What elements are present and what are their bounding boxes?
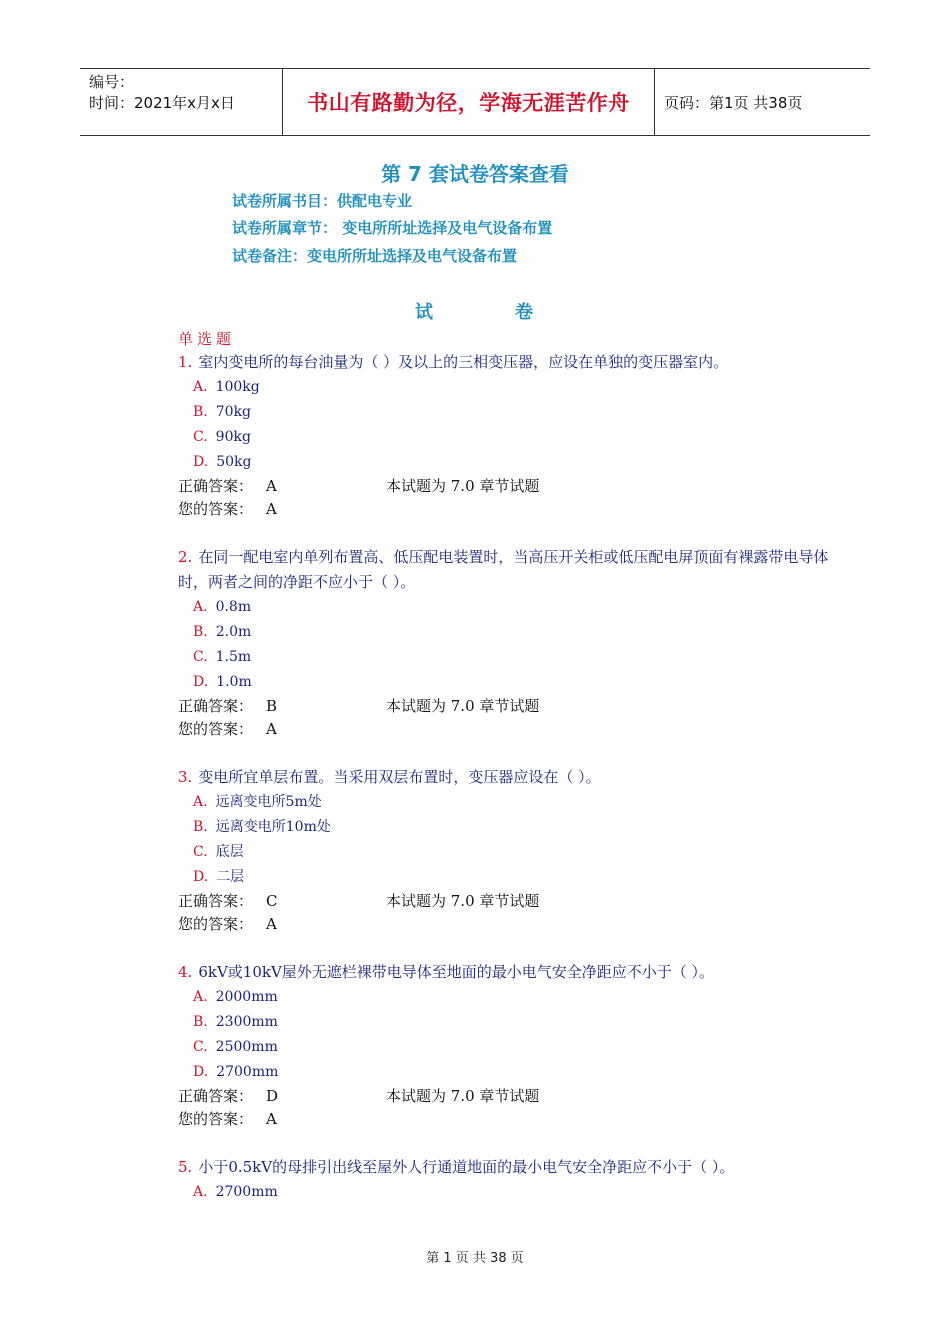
option-letter: A. xyxy=(193,599,208,615)
header-motto: 书山有路勤为径，学海无涯苦作舟 xyxy=(282,69,655,135)
option-text: 2300mm xyxy=(215,1014,278,1030)
correct-answer-value: C xyxy=(266,892,278,910)
your-answer-row xyxy=(178,498,838,521)
question-item xyxy=(178,1155,838,1205)
option-letter: B. xyxy=(193,404,208,420)
option-item xyxy=(178,450,838,475)
correct-answer-label: 正确答案： xyxy=(178,892,254,910)
your-answer-row xyxy=(178,1108,838,1131)
page-title: 第 7 套试卷答案查看 xyxy=(381,162,569,186)
option-item xyxy=(178,670,838,695)
number-label: 编号： xyxy=(89,73,135,91)
option-text: 远离变电所5m处 xyxy=(215,794,322,810)
question-body: 在同一配电室内单列布置高、低压配电装置时，当高压开关柜或低压配电屏顶面有裸露带电导体时，两者之间的净距不应小于（ ）。 xyxy=(178,548,829,591)
option-item xyxy=(178,595,838,620)
your-answer-label: 您的答案： xyxy=(178,1110,254,1128)
option-text: 100kg xyxy=(215,379,260,395)
question-text xyxy=(178,545,838,595)
header-page-info: 页码：第1页 共38页 xyxy=(664,93,803,112)
question-text xyxy=(178,960,838,985)
option-item xyxy=(178,790,838,815)
option-text: 1.5m xyxy=(215,649,252,665)
option-letter: C. xyxy=(193,1039,208,1055)
option-letter: B. xyxy=(193,1014,208,1030)
your-answer-value: A xyxy=(266,500,277,518)
question-number: 4. xyxy=(178,963,193,981)
correct-answer-label: 正确答案： xyxy=(178,477,254,495)
option-text: 1.0m xyxy=(216,674,252,690)
question-item xyxy=(178,350,838,521)
option-item xyxy=(178,1180,838,1205)
option-item xyxy=(178,1060,838,1085)
option-text: 0.8m xyxy=(215,599,252,615)
option-letter: B. xyxy=(193,624,208,640)
option-item xyxy=(178,815,838,840)
option-text: 50kg xyxy=(216,454,252,470)
option-text: 2500mm xyxy=(215,1039,278,1055)
page-footer: 第 1 页 共 38 页 xyxy=(426,1251,524,1266)
correct-answer-value: B xyxy=(266,697,278,715)
question-number: 2. xyxy=(178,548,193,566)
question-number: 5. xyxy=(178,1158,193,1176)
option-letter: D. xyxy=(193,1064,209,1080)
option-letter: A. xyxy=(193,1184,208,1200)
question-number: 1. xyxy=(178,353,193,371)
your-answer-label: 您的答案： xyxy=(178,500,254,518)
option-item xyxy=(178,425,838,450)
option-letter: A. xyxy=(193,794,208,810)
question-item xyxy=(178,960,838,1131)
option-letter: A. xyxy=(193,379,208,395)
question-text xyxy=(178,765,838,790)
your-answer-label: 您的答案： xyxy=(178,915,254,933)
question-item xyxy=(178,545,838,741)
option-item xyxy=(178,1010,838,1035)
option-item xyxy=(178,1035,838,1060)
section-heading xyxy=(0,298,950,324)
score-note: 本试题为 7.0 章节试题 xyxy=(386,1087,540,1105)
correct-answer-row xyxy=(178,890,838,913)
correct-answer-value: A xyxy=(266,477,277,495)
option-item xyxy=(178,865,838,890)
option-item xyxy=(178,840,838,865)
your-answer-row xyxy=(178,913,838,936)
time-label: 时间：2021年x月x日 xyxy=(89,94,235,112)
meta-book: 试卷所属书目：供配电专业 xyxy=(232,192,413,210)
option-text: 底层 xyxy=(215,844,244,860)
score-note: 本试题为 7.0 章节试题 xyxy=(386,477,540,495)
question-body: 变电所宜单层布置。当采用双层布置时，变压器应设在（ ）。 xyxy=(198,768,601,786)
question-body: 室内变电所的每台油量为（ ）及以上的三相变压器，应设在单独的变压器室内。 xyxy=(198,353,729,371)
your-answer-value: A xyxy=(266,720,277,738)
option-letter: C. xyxy=(193,844,208,860)
question-list xyxy=(178,350,838,1229)
option-item xyxy=(178,645,838,670)
option-text: 2700mm xyxy=(215,1184,278,1200)
question-type: 单选题 xyxy=(178,330,236,348)
option-letter: D. xyxy=(193,869,209,885)
option-text: 二层 xyxy=(216,869,245,885)
option-text: 70kg xyxy=(215,404,252,420)
meta-note: 试卷备注：变电所所址选择及电气设备布置 xyxy=(232,247,518,265)
question-body: 6kV或10kV屋外无遮栏裸带电导体至地面的最小电气安全净距应不小于（ ）。 xyxy=(198,963,715,981)
correct-answer-row xyxy=(178,1085,838,1108)
correct-answer-label: 正确答案： xyxy=(178,697,254,715)
option-text: 远离变电所10m处 xyxy=(215,819,331,835)
option-letter: D. xyxy=(193,454,209,470)
score-note: 本试题为 7.0 章节试题 xyxy=(386,892,540,910)
option-item xyxy=(178,400,838,425)
correct-answer-label: 正确答案： xyxy=(178,1087,254,1105)
correct-answer-row xyxy=(178,475,838,498)
option-text: 2.0m xyxy=(215,624,252,640)
option-letter: C. xyxy=(193,429,208,445)
question-number: 3. xyxy=(178,768,193,786)
option-item xyxy=(178,620,838,645)
your-answer-value: A xyxy=(266,915,277,933)
your-answer-label: 您的答案： xyxy=(178,720,254,738)
option-letter: C. xyxy=(193,649,208,665)
correct-answer-row xyxy=(178,695,838,718)
question-text xyxy=(178,350,838,375)
option-text: 2000mm xyxy=(215,989,278,1005)
section-heading-char: 卷 xyxy=(515,302,535,323)
option-text: 2700mm xyxy=(216,1064,279,1080)
header-left xyxy=(80,69,282,135)
section-heading-char: 试 xyxy=(415,302,435,323)
option-item xyxy=(178,375,838,400)
your-answer-value: A xyxy=(266,1110,277,1128)
meta-chapter: 试卷所属章节： 变电所所址选择及电气设备布置 xyxy=(232,219,553,237)
option-letter: B. xyxy=(193,819,208,835)
correct-answer-value: D xyxy=(266,1087,279,1105)
question-text xyxy=(178,1155,838,1180)
score-note: 本试题为 7.0 章节试题 xyxy=(386,697,540,715)
page-header xyxy=(80,68,870,136)
option-letter: D. xyxy=(193,674,209,690)
question-body: 小于0.5kV的母排引出线至屋外人行通道地面的最小电气安全净距应不小于（ ）。 xyxy=(198,1158,735,1176)
option-text: 90kg xyxy=(215,429,251,445)
your-answer-row xyxy=(178,718,838,741)
question-item xyxy=(178,765,838,936)
option-item xyxy=(178,985,838,1010)
option-letter: A. xyxy=(193,989,208,1005)
